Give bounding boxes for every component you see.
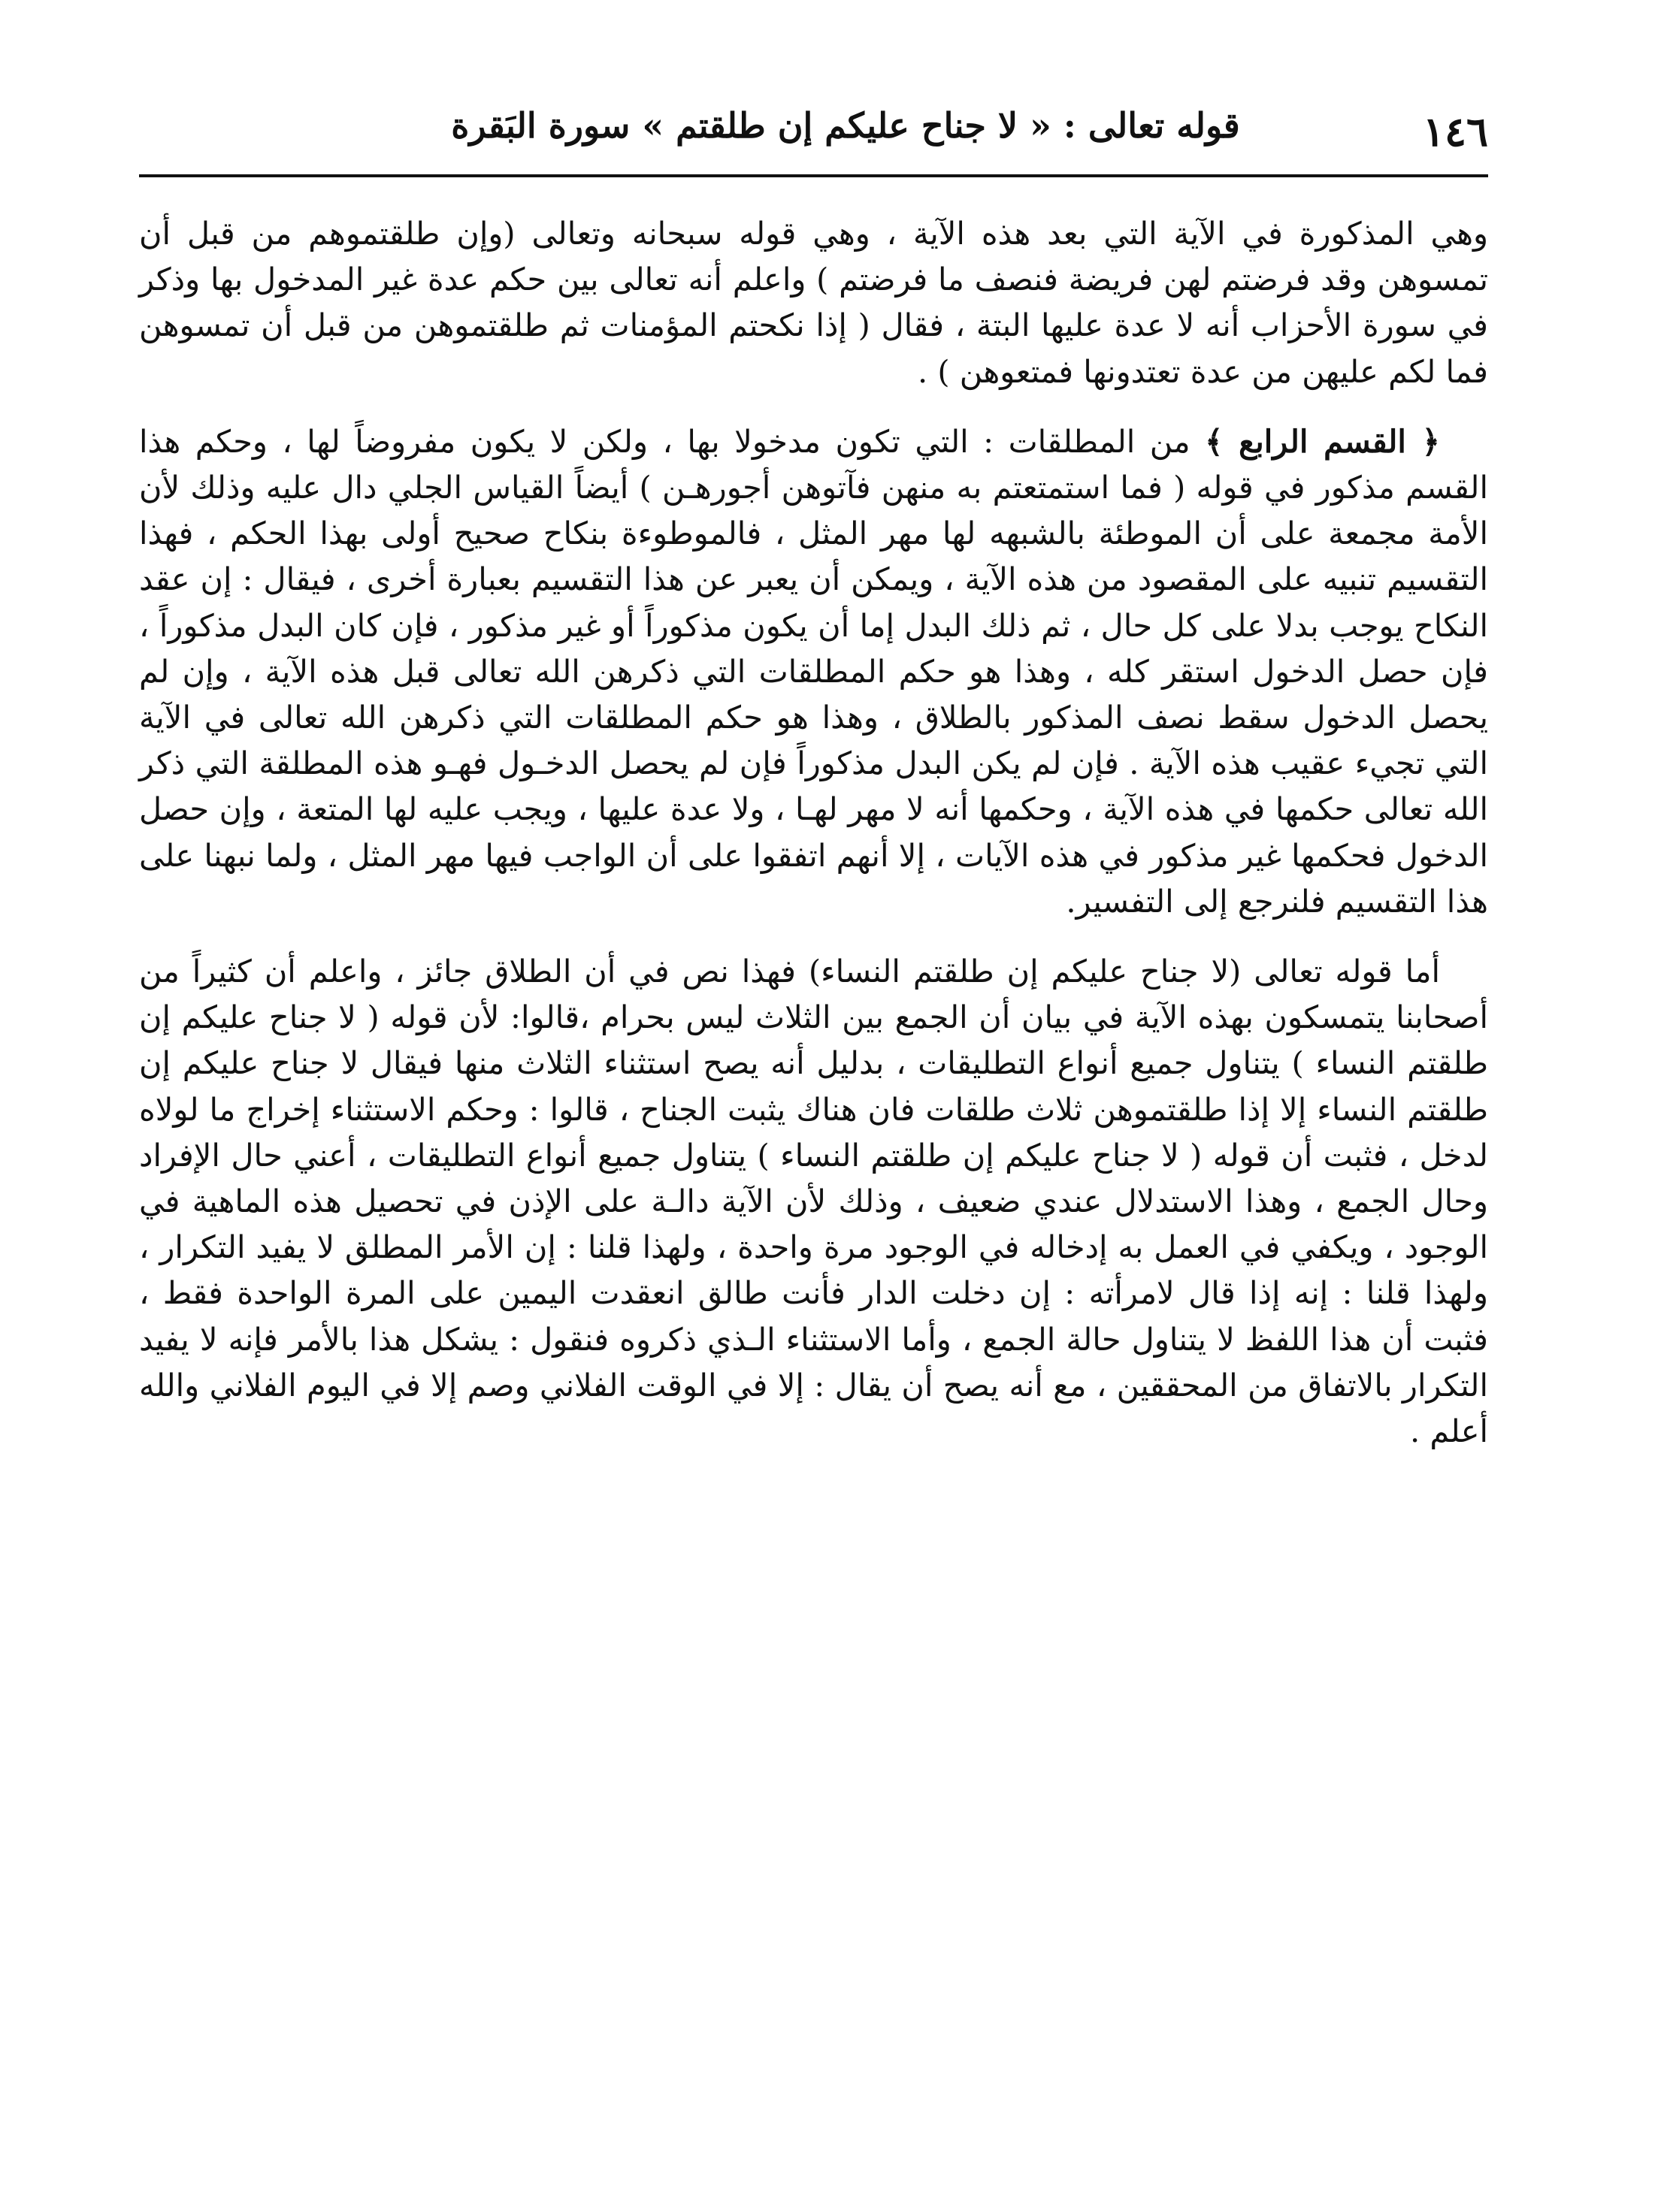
paragraph-text: من المطلقات : التي تكون مدخولا بها ، ولكن لا يكون مفروضاً لها ، وحكم هذا القسم مذكور في قوله ( فما استمتعتم به منهن فآتوهن أجورهـن ) أيضاً القياس الجلي دال عليه وذلك لأن الأمة مجمعة على أن الموطئة بالشبهه لها مهر المثل ، فالموطوءة بنكاح صحيح أولى بهذا الحكم ، فهذا التقسيم تنبيه على المقصود من هذه الآية ، ويمكن أن يعبر عن هذا التقسيم بعبارة أخرى ، فيقال : إن عقد النكاح يوجب بدلا على كل حال ، ثم ذلك البدل إما أن يكون مذكوراً أو غير مذكور ، فإن كان البدل مذكوراً ، فإن حصل الدخول استقر كله ، وهذا هو حكم المطلقات التي ذكرهن الله تعالى قبل هذه الآية ، وإن لم يحصل الدخول سقط نصف المذكور بالطلاق ، وهذا هو حكم المطلقات التي ذكرهن الله تعالى في الآية التي تجيء عقيب هذه الآية . فإن لم يكن البدل مذكوراً فإن لم يحصل الدخـول فهـو هذه المطلقة التي ذكر الله تعالى حكمها في هذه الآية ، وحكمها أنه لا مهر لهـا ، ولا عدة عليها ، ويجب عليه لها المتعة ، وإن حصل الدخول فحكمها غير مذكور في هذه الآيات ، إلا أنهم اتفقوا على أن الواجب فيها مهر المثل ، ولما نبهنا على هذا التقسيم فلنرجع إلى التفسير. bbox=[139, 422, 1488, 920]
page-body bbox=[139, 210, 1488, 1478]
page-number: ١٤٦ bbox=[1422, 107, 1488, 156]
running-title: قوله تعالى : « لا جناح عليكم إن طلقتم » سورة البَقرة bbox=[451, 105, 1240, 146]
page-header bbox=[139, 89, 1488, 164]
paragraph-3 bbox=[139, 948, 1488, 1454]
paragraph-text: أما قوله تعالى (لا جناح عليكم إن طلقتم النساء) فهذا نص في أن الطلاق جائز ، واعلم أن كثيراً من أصحابنا يتمسكون بهذه الآية في بيان أن الجمع بين الثلاث ليس بحرام ،قالوا: لأن قوله ( لا جناح عليكم إن طلقتم النساء ) يتناول جميع أنواع التطليقات ، بدليل أنه يصح استثناء الثلاث منها فيقال لا جناح عليكم إن طلقتم النساء إلا إذا طلقتموهن ثلاث طلقات فان هناك يثبت الجناح ، قالوا : وحكم الاستثناء إخراج ما لولاه لدخل ، فثبت أن قوله ( لا جناح عليكم إن طلقتم النساء ) يتناول جميع أنواع التطليقات ، أعني حال الإفراد وحال الجمع ، وهذا الاستدلال عندي ضعيف ، وذلك لأن الآية دالـة على الإذن في تحصيل هذه الماهية في الوجود ، ويكفي في العمل به إدخاله في الوجود مرة واحدة ، ولهذا قلنا : إن الأمر المطلق لا يفيد التكرار ، ولهذا قلنا : إنه إذا قال لامرأته : إن دخلت الدار فأنت طالق انعقدت اليمين على المرة الواحدة فقط ، فثبت أن هذا اللفظ لا يتناول حالة الجمع ، وأما الاستثناء الـذي ذكروه فنقول : يشكل هذا بالأمر فإنه لا يفيد التكرار بالاتفاق من المحققين ، مع أنه يصح أن يقال : إلا في الوقت الفلاني وصم إلا في اليوم الفلاني والله أعلم . bbox=[139, 953, 1488, 1450]
paragraph-1 bbox=[139, 210, 1488, 394]
paragraph-text: وهي المذكورة في الآية التي بعد هذه الآية ، وهي قوله سبحانه وتعالى (وإن طلقتموهم من قبل أن تمسوهن وقد فرضتم لهن فريضة فنصف ما فرضتم ) واعلم أنه تعالى بين حكم عدة غير المدخول بها وذكر في سورة الأحزاب أنه لا عدة عليها البتة ، فقال ( إذا نكحتم المؤمنات ثم طلقتموهن من قبل أن تمسوهن فما لكم عليهن من عدة تعتدونها فمتعوهن ) . bbox=[139, 215, 1488, 390]
header-rule bbox=[139, 174, 1488, 177]
section-heading: ﴿ القسم الرابع ﴾ bbox=[1205, 422, 1440, 460]
paragraph-2 bbox=[139, 419, 1488, 924]
